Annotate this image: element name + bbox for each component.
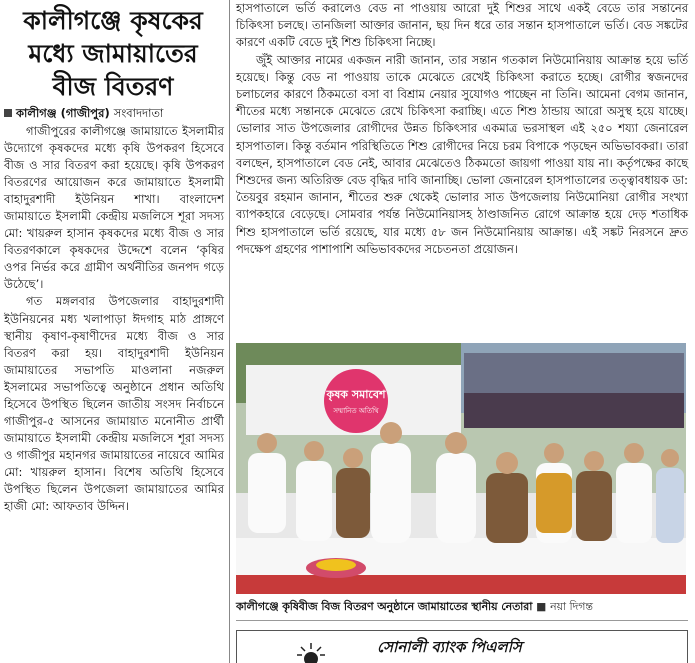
caption-divider <box>236 620 688 621</box>
caption-text: কালীগঞ্জে কৃষিবীজ বিজ বিতরণ অনুষ্ঠানে জামায়াতের স্থানীয় নেতারা <box>236 600 533 613</box>
ad-bank-name: সোনালী ব্যাংক পিএলসি <box>377 638 522 656</box>
column-divider <box>229 0 230 663</box>
headline-line-3: বীজ বিতরণ <box>52 72 174 101</box>
banner-subtitle: সম্মানিত অতিথি <box>333 407 379 415</box>
right-article-body <box>236 0 688 258</box>
left-article-body <box>4 123 224 515</box>
headline-line-2: মধ্যে জামায়াতের <box>28 39 198 68</box>
caption-source: নয়া দিগন্ত <box>550 600 593 613</box>
caption-square-icon: ■ <box>536 600 547 613</box>
byline-place: কালীগঞ্জ (গাজীপুর) <box>16 106 110 120</box>
news-photo <box>236 343 686 594</box>
left-article <box>0 0 225 663</box>
headline-line-1: কালীগঞ্জে কৃষকের <box>23 6 203 35</box>
byline <box>4 105 224 124</box>
right-paragraph-1: হাসপাতালে ভর্তি করালেও বেড না পাওয়ায় আরো দুই শিশুর সাথে একই বেডে তার সন্তানের চিকিৎসা চলছে। তানজিলা আক্তার জানান, ছয় দিন ধরে তার সন্তান হাসপাতালে ভর্তি। বেড সঙ্কটের কারণে একটি বেডে দুই শিশু চিকিৎসা নিচ্ছে। <box>236 1 688 50</box>
left-paragraph-1: গাজীপুরের কালীগঞ্জে জামায়াতে ইসলামীর উদ্যোগে কৃষকদের মধ্যে কৃষি উপকরণ হিসেবে বীজ ও সার বিতরণ করা হয়েছে। কৃষি উপকরণ বিতরণের আয়োজন করে জামায়াতে ইসলামী বাহাদুরশাদী ইউনিয়ন শাখা। বাংলাদেশ জামায়াতে ইসলামী কেন্দ্রীয় মজলিসে শূরা সদস্য মো: খায়রুল হাসান কৃষকদের মধ্যে বীজ ও সার বিতরণকালে কৃষকদের উদ্দেশে বলেন ‘কৃষির ওপর নির্ভর করে গ্রামীণ অর্থনীতির জনপদ গড়ে উঠেছে’। <box>4 124 224 292</box>
headline <box>4 4 222 103</box>
right-article <box>236 0 690 663</box>
advertisement <box>236 630 688 663</box>
news-photo-illustration <box>236 343 686 594</box>
left-paragraph-2: গত মঙ্গলবার উপজেলার বাহাদুরশাদী ইউনিয়নের মধ্য খলাপাড়া ঈদগাহ মাঠ প্রাঙ্গণে স্থানীয় কৃষাণ-কৃষাণীদের মধ্যে বীজ ও সার বিতরণ করা হয়। বাহাদুরশাদী ইউনিয়ন জামায়াতের সভাপতি মাওলানা নজরুল ইসলামের সভাপতিত্বে অনুষ্ঠানে প্রধান অতিথি হিসেবে উপস্থিত ছিলেন জাতীয় সংসদ নির্বাচনে গাজীপুর-৫ আসনের জামায়াত মনোনীত প্রার্থী জামায়াতে ইসলামী কেন্দ্রীয় মজলিসে শূরা সদস্য ও গাজীপুর মহানগর জামায়াতের নায়েবে আমির মো: খায়রুল হাসান। বিশেষ অতিথি হিসেবে উপস্থিত ছিলেন উপজেলা জামায়াতের আমির হাজী মো: আফতাব উদ্দিন। <box>4 294 224 514</box>
byline-reporter: সংবাদদাতা <box>113 106 164 120</box>
bank-logo-icon <box>297 643 325 663</box>
banner-title: কৃষক সমাবেশ <box>326 388 386 401</box>
right-paragraph-2: জুঁই আক্তার নামের একজন নারী জানান, তার সন্তান গতকাল নিউমোনিয়ায় আক্রান্ত হয়ে ভর্তি হয়েছে। কিন্তু বেড না পাওয়ায় তাকে মেঝেতে রেখেই চিকিৎসা করাতে হচ্ছে। রোগীর স্বজনদের চলাচলের কারণে ঠিকমতো বসা বা বিশ্রাম নেয়ার সুযোগও পাচ্ছেন না তিনি। আমেনা বেগম জানান, শীতের মধ্যে সন্তানকে মেঝেতে রেখে চিকিৎসা করাচ্ছি। এতে শিশু ঠান্ডায় আরো অসুস্থ হয়ে যাচ্ছে। ভোলার সাত উপজেলার রোগীদের উন্নত চিকিৎসার একমাত্র ভরসাস্থল এই ২৫০ শয্যা জেনারেল হাসপাতাল। কিন্তু বর্তমান পরিস্থিতিতে শিশু রোগীদের নিয়ে চরম বিপাকে পড়ছেন অভিভাবকরা। তারা বলছেন, হাসপাতালে বেড নেই, আবার মেঝেতেও ঠিকমতো জায়গা পাওয়া যায় না। কর্তৃপক্ষের কাছে শিশুদের জন্য অতিরিক্ত বেড বৃদ্ধির দাবি জানাচ্ছি। ভোলা জেনারেল হাসপাতালের তত্ত্বাবধায়ক ডা: তৈয়বুর রহমান জানান, শীতের শুরু থেকেই ভোলার সাত উপজেলায় নিউমোনিয়া রোগীর সংখ্যা ব্যাপকহারে বেড়েছে। সোমবার পর্যন্ত নিউমোনিয়াসহ ঠাণ্ডাজনিত রোগে আক্রান্ত হয়ে দেড় শতাধিক শিশু হাসপাতালে ভর্তি রয়েছে, যার মধ্যে ৫৮ জন নিউমোনিয়ায় আক্রান্ত। এই সঙ্কট নিরসনে দ্রুত পদক্ষেপ গ্রহণের পাশাপাশি অভিভাবকদের সচেতনতা প্রয়োজন। <box>236 52 688 256</box>
photo-caption <box>236 598 688 617</box>
byline-square-icon <box>4 109 12 117</box>
